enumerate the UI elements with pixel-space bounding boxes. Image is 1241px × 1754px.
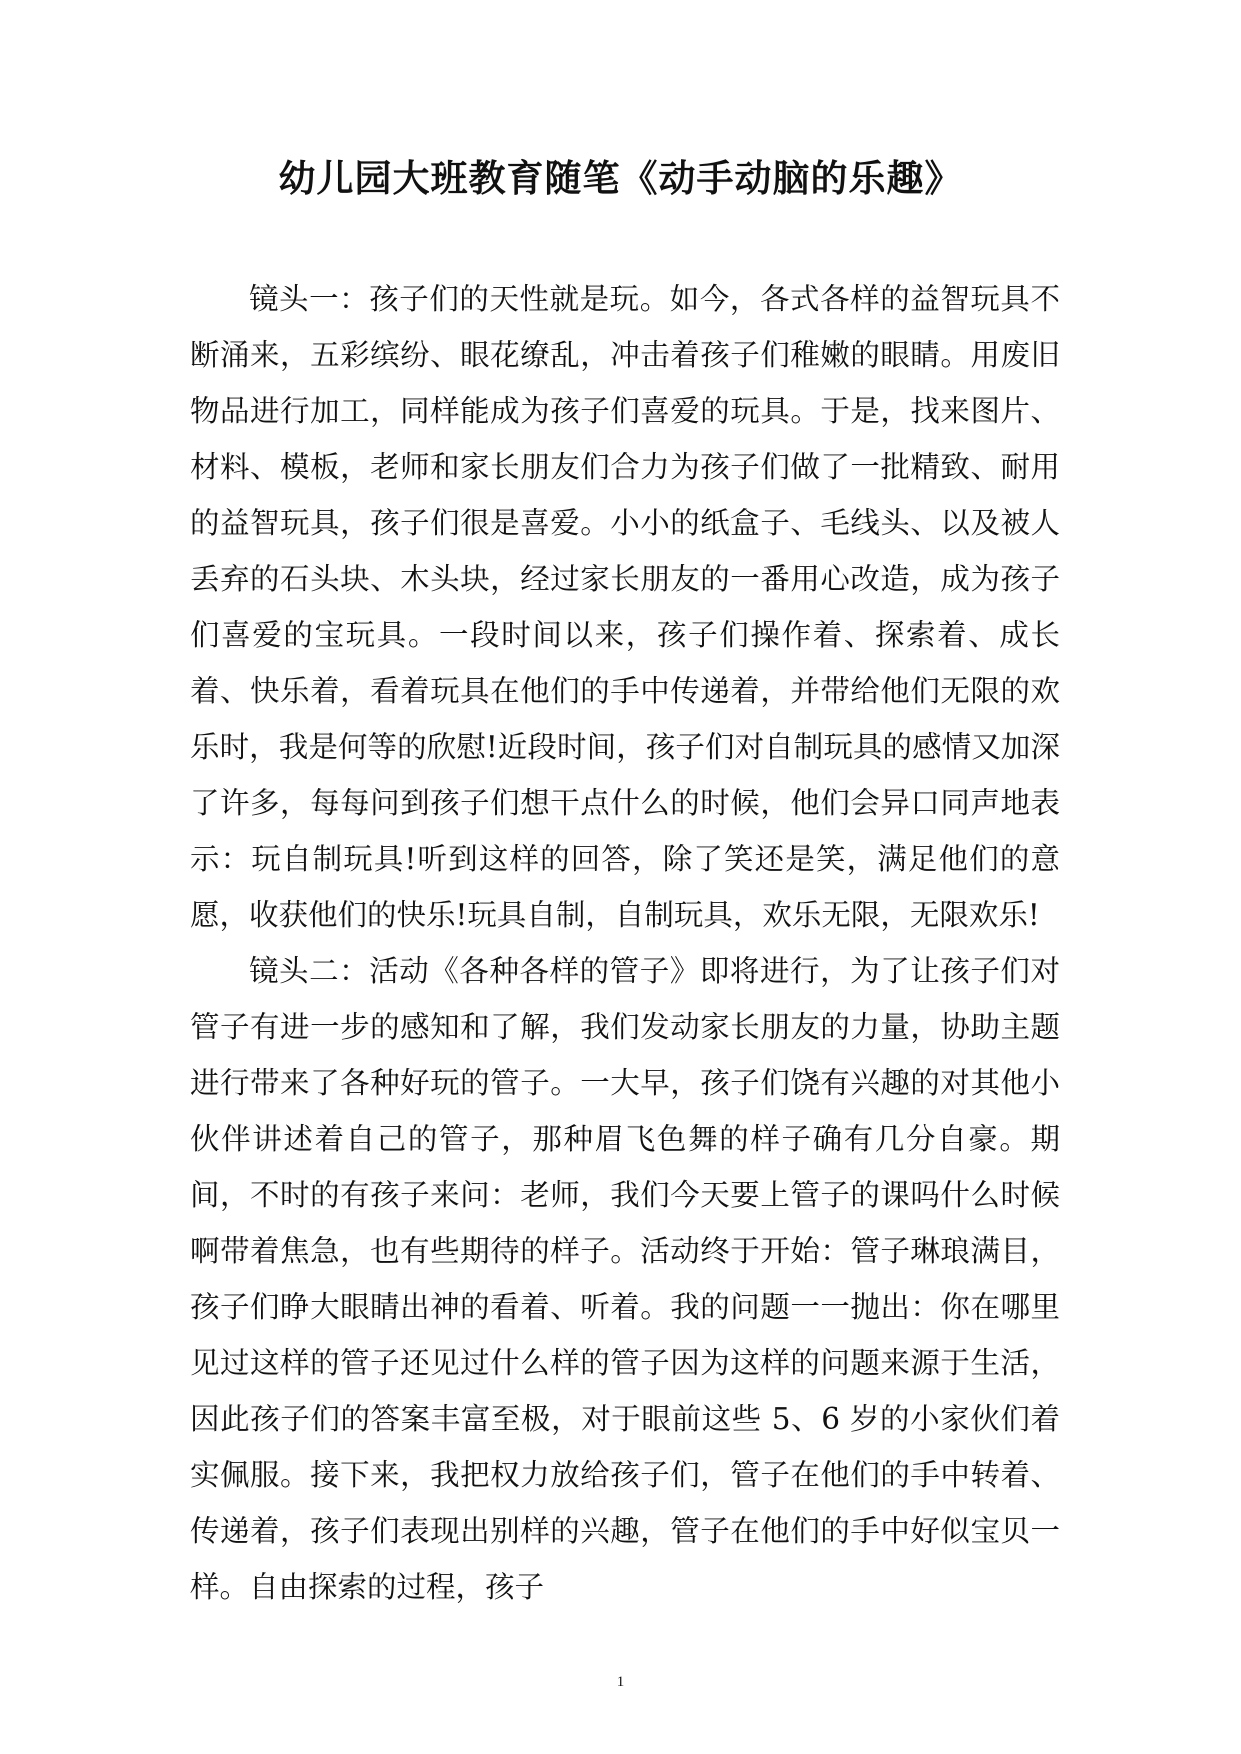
document-body <box>190 271 1060 1615</box>
page-number: 1 <box>616 1674 625 1690</box>
paragraph-shot-one: 镜头一：孩子们的天性就是玩。如今，各式各样的益智玩具不断涌来，五彩缤纷、眼花缭乱，冲击着孩子们稚嫩的眼睛。用废旧物品进行加工，同样能成为孩子们喜爱的玩具。于是，找来图片、材料、模板，老师和家长朋友们合力为孩子们做了一批精致、耐用的益智玩具，孩子们很是喜爱。小小的纸盒子、毛线头、以及被人丢弃的石头块、木头块，经过家长朋友的一番用心改造，成为孩子们喜爱的宝玩具。一段时间以来，孩子们操作着、探索着、成长着、快乐着，看着玩具在他们的手中传递着，并带给他们无限的欢乐时，我是何等的欣慰!近段时间，孩子们对自制玩具的感情又加深了许多，每每问到孩子们想干点什么的时候，他们会异口同声地表示：玩自制玩具!听到这样的回答，除了笑还是笑，满足他们的意愿，收获他们的快乐!玩具自制，自制玩具，欢乐无限，无限欢乐! <box>190 282 1060 932</box>
paragraph-shot-two: 镜头二：活动《各种各样的管子》即将进行，为了让孩子们对管子有进一步的感知和了解，我们发动家长朋友的力量，协助主题进行带来了各种好玩的管子。一大早，孩子们饶有兴趣的对其他小伙伴讲述着自己的管子，那种眉飞色舞的样子确有几分自豪。期间，不时的有孩子来问：老师，我们今天要上管子的课吗什么时候啊带着焦急，也有些期待的样子。活动终于开始：管子琳琅满目，孩子们睁大眼睛出神的看着、听着。我的问题一一抛出：你在哪里见过这样的管子还见过什么样的管子因为这样的问题来源于生活，因此孩子们的答案丰富至极，对于眼前这些 5、6 岁的小家伙们着实佩服。接下来，我把权力放给孩子们，管子在他们的手中转着、传递着，孩子们表现出别样的兴趣，管子在他们的手中好似宝贝一样。自由探索的过程，孩子 <box>190 954 1060 1604</box>
document-title: 幼儿园大班教育随笔《动手动脑的乐趣》 <box>278 156 963 200</box>
